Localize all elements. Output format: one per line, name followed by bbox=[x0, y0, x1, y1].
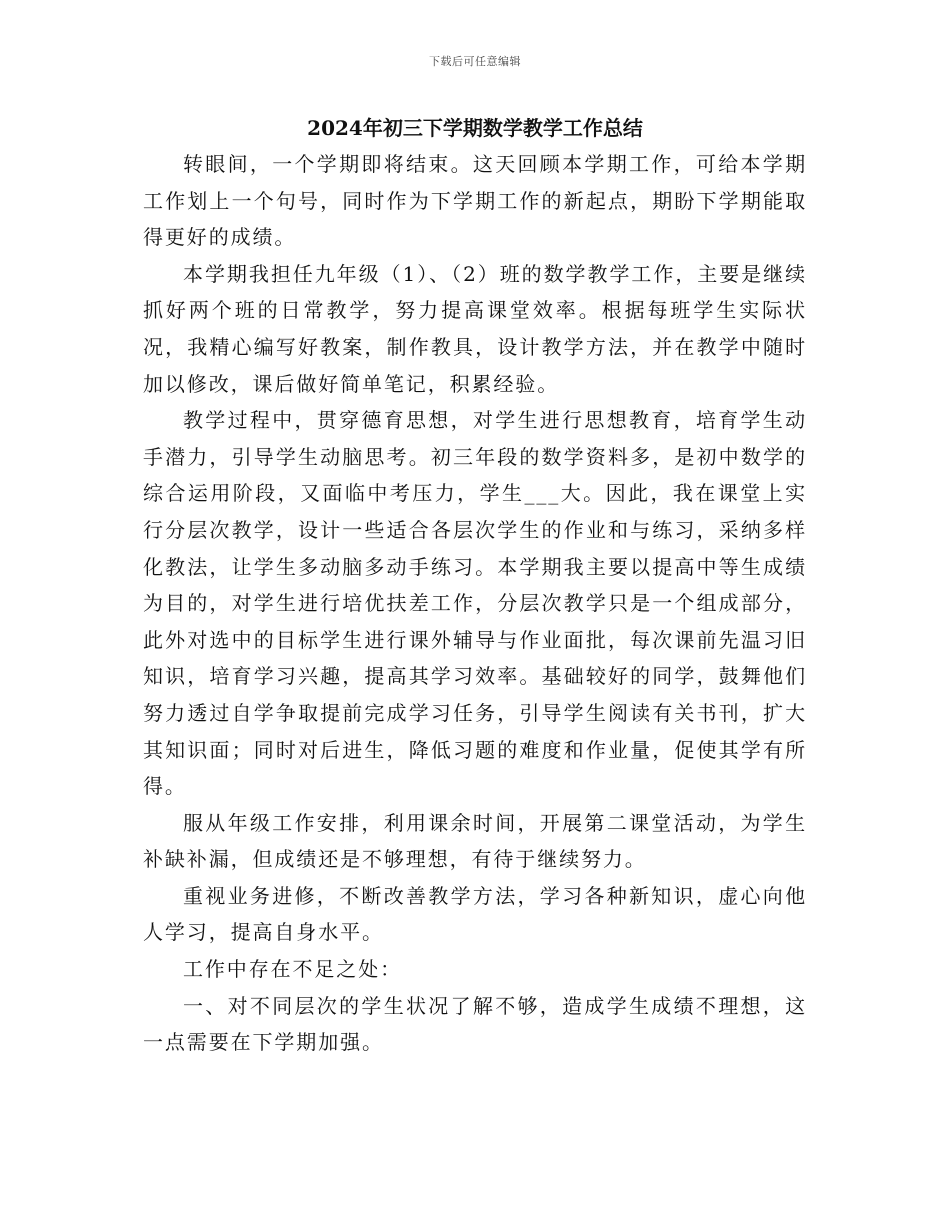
paragraph-extracurricular: 服从年级工作安排，利用课余时间，开展第二课堂活动，为学生补缺补漏，但成绩还是不够理想，有待于继续努力。 bbox=[143, 810, 807, 872]
document-body bbox=[143, 146, 807, 1061]
paragraph-shortcoming-one: 一、对不同层次的学生状况了解不够，造成学生成绩不理想，这一点需要在下学期加强。 bbox=[143, 993, 807, 1055]
paragraph-shortcomings-heading: 工作中存在不足之处： bbox=[183, 957, 402, 982]
header-note: 下载后可任意编辑 bbox=[429, 55, 521, 68]
paragraph-teaching-duties: 本学期我担任九年级（1）、（2）班的数学教学工作，主要是继续抓好两个班的日常教学，努力提高课堂效率。根据每班学生实际状况，我精心编写好教案，制作教具，设计教学方法，并在教学中随时加以修改，课后做好简单笔记，积累经验。 bbox=[143, 261, 807, 396]
paragraph-intro: 转眼间，一个学期即将结束。这天回顾本学期工作，可给本学期工作划上一个句号，同时作为下学期工作的新起点，期盼下学期能取得更好的成绩。 bbox=[143, 152, 807, 250]
paragraph-teaching-process: 教学过程中，贯穿德育思想，对学生进行思想教育，培育学生动手潜力，引导学生动脑思考。初三年段的数学资料多，是初中数学的综合运用阶段，又面临中考压力，学生___大。因此，我在课堂上实行分层次教学，设计一些适合各层次学生的作业和与练习，采纳多样化教法，让学生多动脑多动手练习。本学期我主要以提高中等生成绩为目的，对学生进行培优扶差工作，分层次教学只是一个组成部分，此外对选中的目标学生进行课外辅导与作业面批，每次课前先温习旧知识，培育学习兴趣，提高其学习效率。基础较好的同学，鼓舞他们努力透过自学争取提前完成学习任务，引导学生阅读有关书刊，扩大其知识面；同时对后进生，降低习题的难度和作业量，促使其学有所得。 bbox=[143, 408, 807, 799]
paragraph-professional-development: 重视业务进修，不断改善教学方法，学习各种新知识，虚心向他人学习，提高自身水平。 bbox=[143, 883, 807, 945]
document-title: 2024年初三下学期数学教学工作总结 bbox=[307, 116, 643, 140]
